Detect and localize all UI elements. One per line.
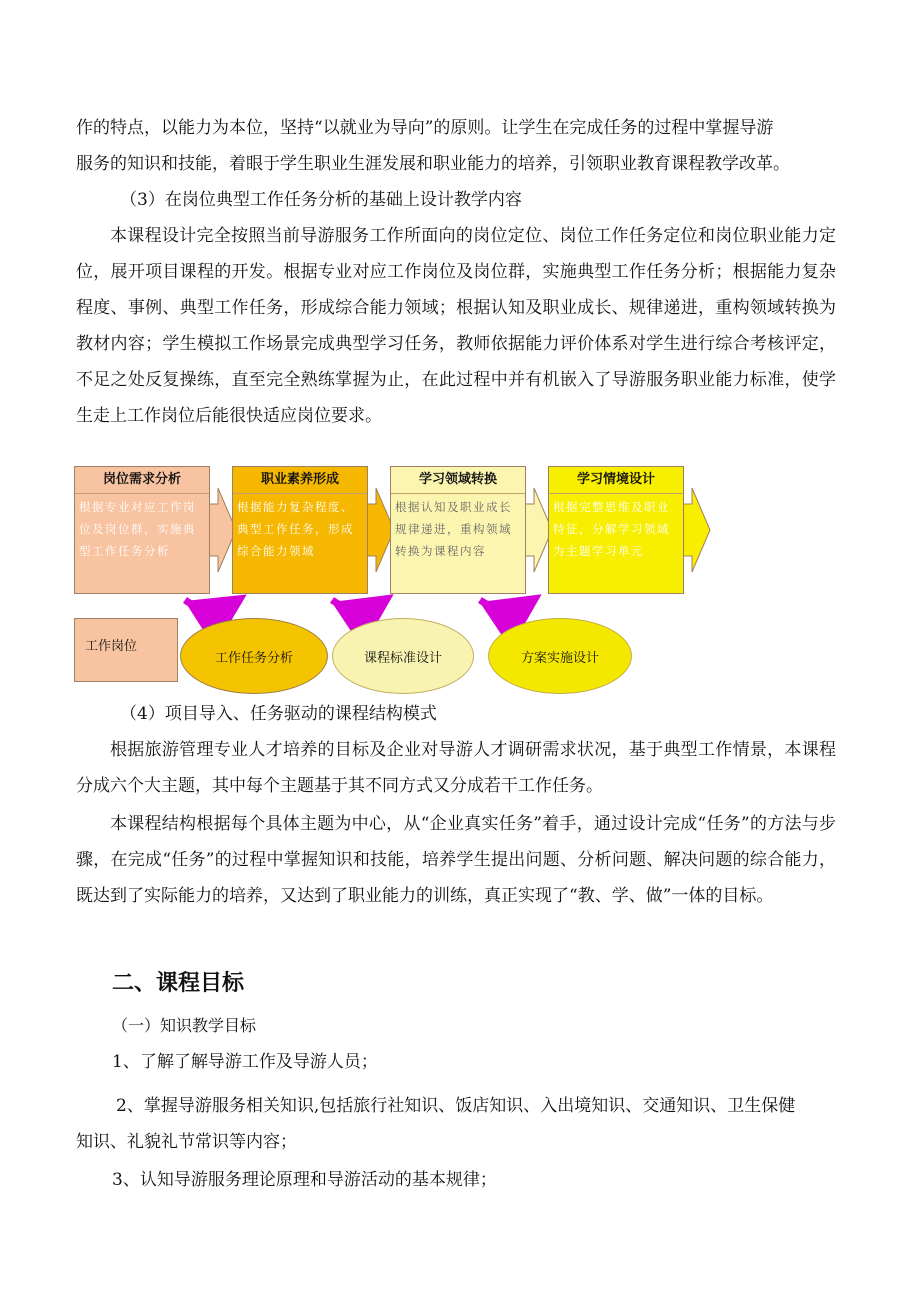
curved-arrow (332, 600, 382, 610)
paragraph-structure: 根据旅游管理专业人才培养的目标及企业对导游人才调研需求状况，基于典型工作情景，本课程分成六个大主题，其中每个主题基于其不同方式又分成若干工作任务。 (76, 740, 836, 796)
heading-3: （3）在岗位典型工作任务分析的基础上设计教学内容 (120, 190, 522, 210)
box-title: 学习领域转换 (391, 467, 525, 494)
oval-standard-design: 课程标准设计 (332, 618, 474, 694)
diagram-box-2 (232, 466, 368, 594)
subsection-title: （一）知识教学目标 (112, 1016, 257, 1035)
section-title: 二、课程目标 (112, 971, 245, 996)
box-title: 职业素养形成 (233, 467, 367, 494)
diagram-box-3 (390, 466, 526, 594)
goal-item-2-line2: 知识、礼貌礼节常识等内容； (76, 1132, 297, 1152)
curved-arrow (185, 600, 235, 610)
box-body: 根据能力复杂程度、典型工作任务，形成综合能力领域 (237, 500, 354, 558)
oval-implementation-design: 方案实施设计 (488, 618, 632, 694)
course-design-diagram (70, 460, 770, 700)
paragraph-line: 服务的知识和技能，着眼于学生职业生涯发展和职业能力的培养，引领职业教育课程教学改革。 (76, 154, 790, 174)
paragraph-course-design: 本课程设计完全按照当前导游服务工作所面向的岗位定位、岗位工作任务定位和岗位职业能力定位，展开项目课程的开发。根据专业对应工作岗位及岗位群，实施典型工作任务分析；根据能力复杂程度、事例、典型工作任务，形成综合能力领域；根据认知及职业成长、规律递进，重构领域转换为教材内容；学生模拟工作场景完成典型学习任务，教师依据能力评价体系对学生进行综合考核评定，不足之处反复操练，直至完全熟练掌握为止，在此过程中并有机嵌入了导游服务职业能力标准，使学生走上工作岗位后能很快适应岗位要求。 (76, 226, 836, 426)
box-body: 根据专业对应工作岗位及岗位群，实施典型工作任务分析 (79, 500, 196, 558)
box-title: 学习情境设计 (549, 467, 683, 494)
work-post-box: 工作岗位 (74, 618, 178, 682)
curved-arrow (480, 600, 530, 610)
paragraph-structure-detail: 本课程结构根据每个具体主题为中心，从“企业真实任务”着手，通过设计完成“任务”的方法与步骤，在完成“任务”的过程中掌握知识和技能，培养学生提出问题、分析问题、解决问题的综合能力，既达到了实际能力的培养，又达到了职业能力的训练，真正实现了“教、学、做”一体的目标。 (76, 814, 836, 906)
heading-4: （4）项目导入、任务驱动的课程结构模式 (120, 704, 437, 724)
paragraph-line: 作的特点，以能力为本位，坚持“以就业为导向”的原则。让学生在完成任务的过程中掌握导游 (76, 118, 774, 138)
goal-item-3: 3、认知导游服务理论原理和导游活动的基本规律； (112, 1170, 497, 1190)
goal-item-1: 1、了解了解导游工作及导游人员； (112, 1052, 378, 1072)
oval-task-analysis: 工作任务分析 (180, 618, 328, 694)
arrow-shape (680, 488, 710, 572)
box-body: 根据完整思维及职业特征，分解学习领域为主题学习单元 (553, 500, 670, 558)
box-title: 岗位需求分析 (75, 467, 209, 494)
diagram-box-4 (548, 466, 684, 594)
diagram-box-1 (74, 466, 210, 594)
goal-item-2-line1: 2、掌握导游服务相关知识,包括旅行社知识、饭店知识、入出境知识、交通知识、卫生保健 (116, 1096, 796, 1116)
box-body: 根据认知及职业成长规律递进，重构领域转换为课程内容 (395, 500, 512, 558)
